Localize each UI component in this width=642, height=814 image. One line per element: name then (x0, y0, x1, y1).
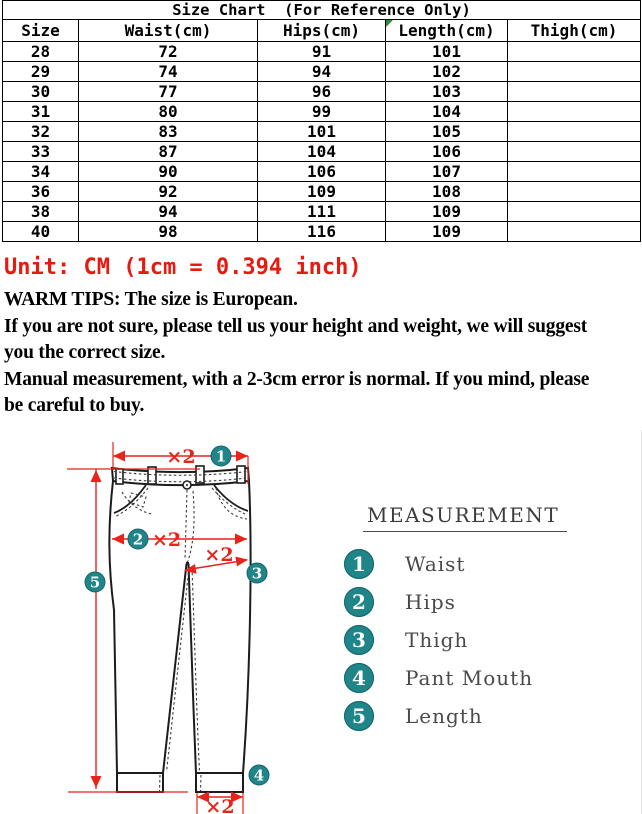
legend-number-badge: 5 (344, 701, 374, 731)
legend-title: MEASUREMENT (363, 503, 567, 532)
left-cuff (117, 773, 163, 792)
size-cell: 109 (386, 222, 508, 242)
size-cell: 29 (3, 62, 79, 82)
size-cell: 101 (386, 42, 508, 62)
size-cell (508, 202, 641, 222)
size-cell: 98 (79, 222, 258, 242)
size-cell: 106 (258, 162, 386, 182)
size-row (3, 122, 641, 142)
size-cell: 102 (386, 62, 508, 82)
legend-label: Pant Mouth (405, 666, 534, 690)
hips-marker-number: 2 (132, 530, 144, 549)
size-cell: 96 (258, 82, 386, 102)
size-cell (508, 102, 641, 122)
size-cell: 92 (79, 182, 258, 202)
legend-label: Length (405, 704, 483, 728)
size-cell: 91 (258, 42, 386, 62)
size-cell: 111 (258, 202, 386, 222)
table-title-row (3, 1, 641, 20)
legend-number-badge: 2 (344, 587, 374, 617)
size-cell: 116 (258, 222, 386, 242)
size-cell: 31 (3, 102, 79, 122)
left-pocket-opening (114, 485, 146, 513)
size-cell: 99 (258, 102, 386, 122)
size-cell: 105 (386, 122, 508, 142)
column-header: Hips(cm) (258, 20, 386, 42)
waist-x2-label: ×2 (166, 446, 196, 468)
size-cell: 107 (386, 162, 508, 182)
measure-lines (67, 442, 248, 814)
legend-item-length (344, 697, 604, 735)
size-cell: 28 (3, 42, 79, 62)
tip-line: Manual measurement, with a 2-3cm error is normal. If you mind, please (4, 368, 590, 390)
cell-corner-marker-icon (386, 20, 393, 27)
size-cell: 74 (79, 62, 258, 82)
size-cell (508, 142, 641, 162)
size-cell: 94 (79, 202, 258, 222)
pant-mouth-marker-number: 4 (253, 766, 265, 785)
size-cell: 87 (79, 142, 258, 162)
tips-block (4, 287, 641, 420)
thigh-marker-number: 3 (251, 564, 263, 583)
size-cell (508, 42, 641, 62)
size-cell: 103 (386, 82, 508, 102)
size-cell (508, 162, 641, 182)
legend-number-badge: 1 (344, 549, 374, 579)
diagram-markers (85, 446, 269, 785)
legend-item-waist (344, 545, 604, 583)
legend-item-thigh (344, 621, 604, 659)
column-header: Length(cm) (386, 20, 508, 42)
size-row (3, 182, 641, 202)
size-cell: 109 (386, 202, 508, 222)
tip-line: you the correct size. (4, 342, 166, 363)
size-cell (508, 62, 641, 82)
size-chart-table (2, 0, 641, 242)
size-cell: 36 (3, 182, 79, 202)
pant-mouth-x2-label: ×2 (205, 796, 235, 814)
legend-label: Hips (405, 590, 456, 614)
table-title: Size Chart (For Reference Only) (3, 1, 641, 20)
tip-line: WARM TIPS: The size is European. (4, 289, 298, 310)
legend-number-badge: 4 (344, 663, 374, 693)
size-cell: 104 (386, 102, 508, 122)
waist-marker-number: 1 (215, 447, 227, 466)
size-row (3, 102, 641, 122)
tip-line: be careful to buy. (4, 395, 145, 416)
size-cell: 40 (3, 222, 79, 242)
size-cell: 72 (79, 42, 258, 62)
size-row (3, 82, 641, 102)
measurement-legend (344, 503, 604, 735)
size-cell: 90 (79, 162, 258, 182)
legend-item-hips (344, 583, 604, 621)
pants-outline (109, 466, 250, 792)
size-cell: 32 (3, 122, 79, 142)
size-row (3, 42, 641, 62)
right-cuff (196, 773, 243, 792)
legend-label: Waist (405, 552, 466, 576)
unit-note: Unit: CM (1cm = 0.394 inch) (4, 255, 362, 280)
size-row (3, 142, 641, 162)
size-cell: 38 (3, 202, 79, 222)
hips-x2-label: ×2 (152, 529, 182, 551)
size-row (3, 202, 641, 222)
size-cell: 30 (3, 82, 79, 102)
size-cell: 101 (258, 122, 386, 142)
size-cell (508, 222, 641, 242)
size-cell: 83 (79, 122, 258, 142)
thigh-x2-label: ×2 (204, 544, 234, 566)
size-cell: 106 (386, 142, 508, 162)
size-cell: 80 (79, 102, 258, 122)
size-cell: 34 (3, 162, 79, 182)
legend-number-badge: 3 (344, 625, 374, 655)
size-row (3, 162, 641, 182)
size-row (3, 222, 641, 242)
size-cell: 108 (386, 182, 508, 202)
size-cell: 104 (258, 142, 386, 162)
legend-item-pant-mouth (344, 659, 604, 697)
column-header: Size (3, 20, 79, 42)
column-header: Thigh(cm) (508, 20, 641, 42)
size-cell: 94 (258, 62, 386, 82)
stitch-lines (114, 472, 247, 792)
legend-label: Thigh (405, 628, 469, 652)
table-header-row (3, 20, 641, 42)
size-cell (508, 82, 641, 102)
size-cell: 109 (258, 182, 386, 202)
size-row (3, 62, 641, 82)
column-header: Waist(cm) (79, 20, 258, 42)
size-cell (508, 182, 641, 202)
size-cell: 33 (3, 142, 79, 162)
length-marker-number: 5 (89, 573, 101, 592)
size-cell: 77 (79, 82, 258, 102)
tip-line: If you are not sure, please tell us your height and weight, we will suggest (4, 315, 588, 337)
size-cell (508, 122, 641, 142)
